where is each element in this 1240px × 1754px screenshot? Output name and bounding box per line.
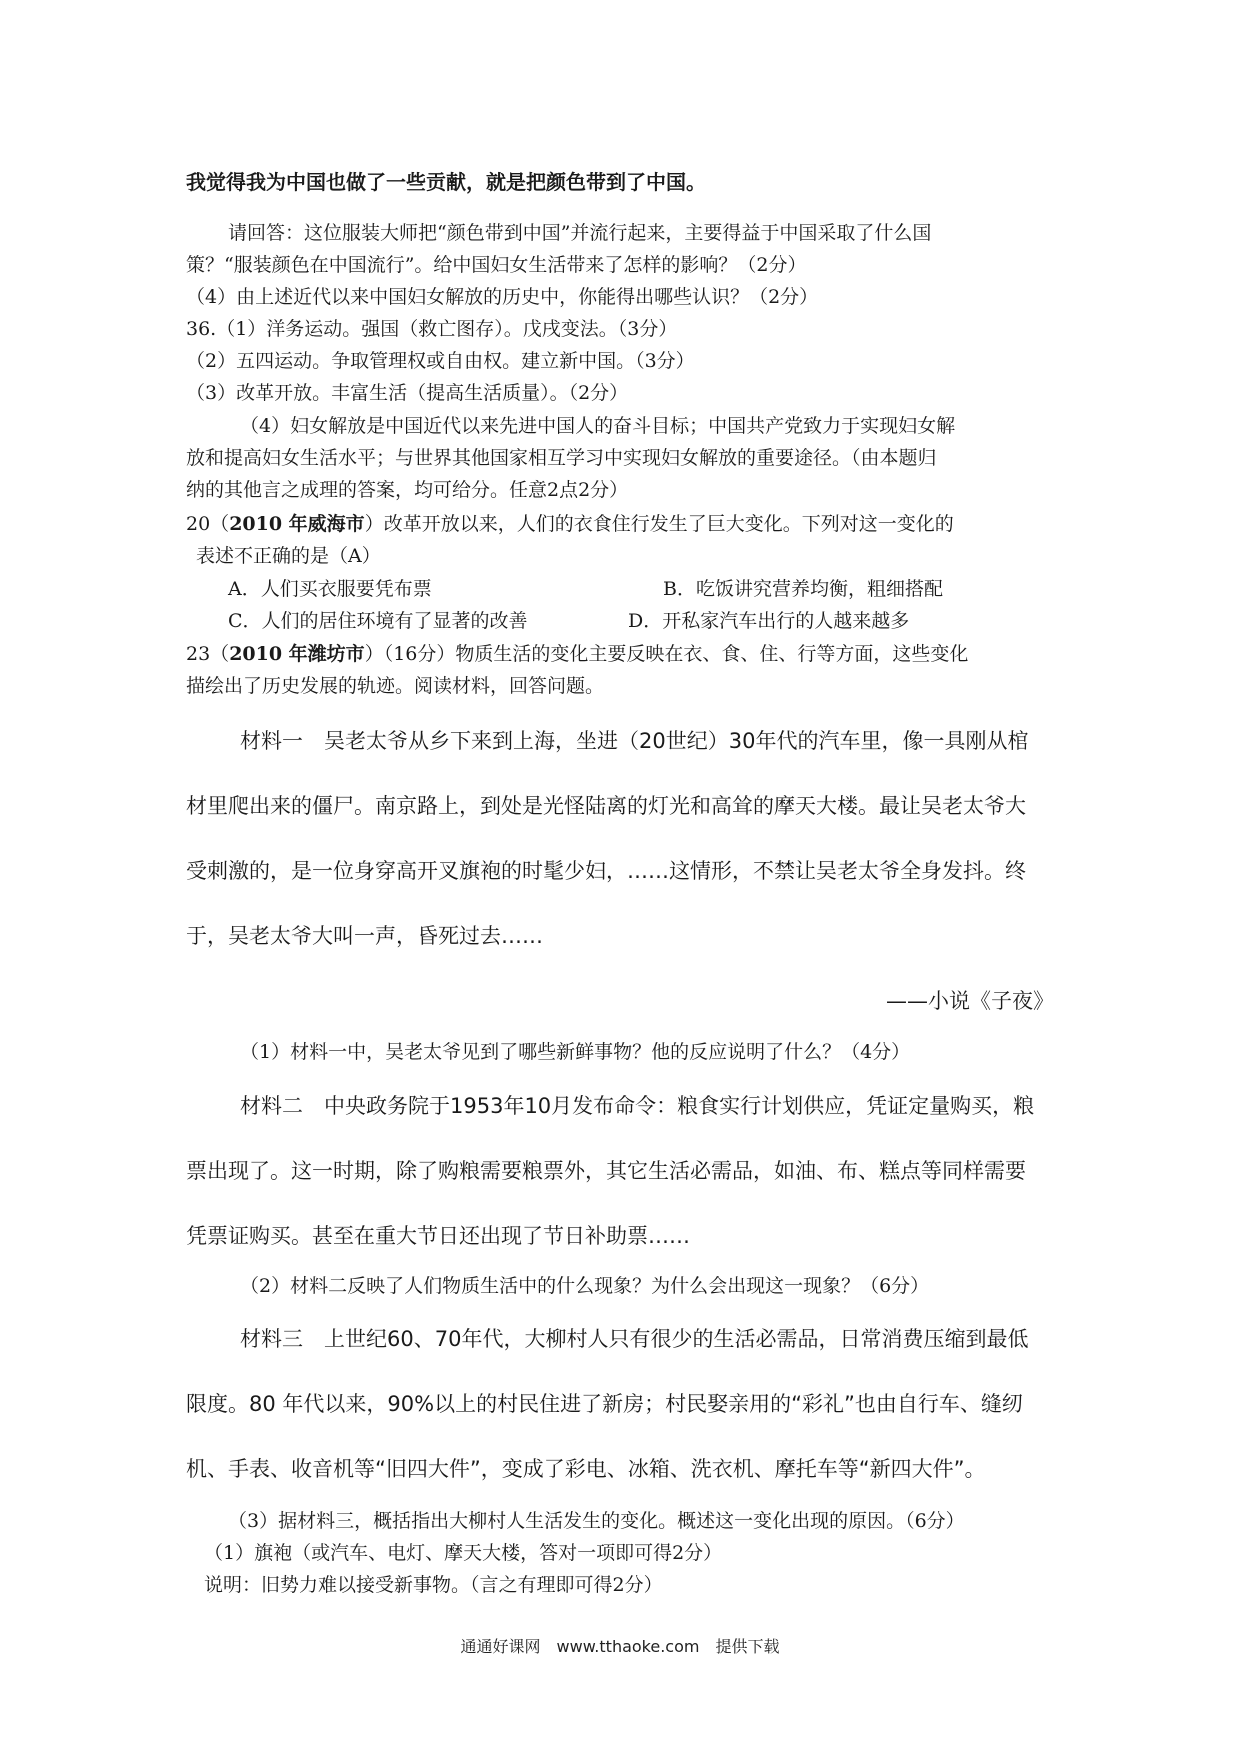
option-a: A．人们买衣服要凭布票 <box>228 578 432 600</box>
question-23-source: 2010 年潍坊市 <box>229 643 365 665</box>
text-line-1: 我觉得我为中国也做了一些贡献，就是把颜色带到了中国。 <box>186 170 706 194</box>
answer-36-4-line2: 放和提高妇女生活水平；与世界其他国家相互学习中实现妇女解放的重要途径。（由本题归 <box>186 447 937 469</box>
material-1-line1: 材料一 吴老太爷从乡下来到上海，坐进（20世纪）30年代的汽车里，像一具刚从棺 <box>240 729 1029 753</box>
material-3-line2: 限度。80 年代以来，90%以上的村民住进了新房；村民娶亲用的“彩礼”也由自行车、缝纫 <box>186 1392 1023 1416</box>
material-2-line2: 票出现了。这一时期，除了购粮需要粮票外，其它生活必需品，如油、布、糕点等同样需要 <box>186 1159 1026 1183</box>
question-23-1: （1）材料一中，吴老太爷见到了哪些新鲜事物？他的反应说明了什么？（4分） <box>240 1041 911 1063</box>
material-1-source: ——小说《子夜》 <box>886 989 1054 1013</box>
question-20-number: 20（ <box>186 513 230 535</box>
material-1-line4: 于，吴老太爷大叫一声，昏死过去…… <box>186 924 543 948</box>
material-1-line3: 受刺激的，是一位身穿高开叉旗袍的时髦少妇，……这情形，不禁让吴老太爷全身发抖。终 <box>186 859 1026 883</box>
material-2-line1: 材料二 中央政务院于1953年10月发布命令：粮食实行计划供应，凭证定量购买，粮 <box>240 1094 1035 1118</box>
material-3-line1: 材料三 上世纪60、70年代，大柳村人只有很少的生活必需品，日常消费压缩到最低 <box>240 1327 1029 1351</box>
material-1-line2: 材里爬出来的僵尸。南京路上，到处是光怪陆离的灯光和高耸的摩天大楼。最让吴老太爷大 <box>186 794 1026 818</box>
answer-36-2: （2）五四运动。争取管理权或自由权。建立新中国。（3分） <box>186 350 695 372</box>
option-b: B．吃饭讲究营养均衡，粗细搭配 <box>663 578 943 600</box>
answer-36-4-line1: （4）妇女解放是中国近代以来先进中国人的奋斗目标；中国共产党致力于实现妇女解 <box>240 415 956 437</box>
answer-23-note: 说明：旧势力难以接受新事物。（言之有理即可得2分） <box>204 1574 663 1596</box>
question-20-text: ）改革开放以来，人们的衣食住行发生了巨大变化。下列对这一变化的 <box>364 513 954 535</box>
option-d: D．开私家汽车出行的人越来越多 <box>628 610 910 632</box>
material-3-line3: 机、手表、收音机等“旧四大件”，变成了彩电、冰箱、洗衣机、摩托车等“新四大件”。 <box>186 1457 986 1481</box>
question-23-stem-cont: 描绘出了历史发展的轨迹。阅读材料，回答问题。 <box>186 675 605 697</box>
answer-36-1: 36.（1）洋务运动。强国（救亡图存）。戊戌变法。（3分） <box>186 318 678 340</box>
answer-36-4-line3: 纳的其他言之成理的答案，均可给分。任意2点2分） <box>186 479 629 501</box>
question-20-stem-cont: 表述不正确的是（A） <box>196 545 381 567</box>
question-23-stem <box>186 642 1066 666</box>
question-23-text: ）（16分）物质生活的变化主要反映在衣、食、住、行等方面，这些变化 <box>364 643 969 665</box>
material-2-line3: 凭票证购买。甚至在重大节日还出现了节日补助票…… <box>186 1224 690 1248</box>
question-23-2: （2）材料二反映了人们物质生活中的什么现象？为什么会出现这一现象？（6分） <box>240 1275 930 1297</box>
answer-23-1: （1）旗袍（或汽车、电灯、摩天大楼，答对一项即可得2分） <box>204 1542 723 1564</box>
question-23-number: 23（ <box>186 643 230 665</box>
text-line-3: 策？“服装颜色在中国流行”。给中国妇女生活带来了怎样的影响？（2分） <box>186 254 807 276</box>
text-line-2: 请回答：这位服装大师把“颜色带到中国”并流行起来，主要得益于中国采取了什么国 <box>228 222 932 244</box>
question-20-stem <box>186 512 1066 536</box>
question-20-source: 2010 年威海市 <box>229 513 365 535</box>
question-23-3: （3）据材料三，概括指出大柳村人生活发生的变化。概述这一变化出现的原因。（6分） <box>228 1510 965 1532</box>
page-footer: 通通好课网 www.tthaoke.com 提供下载 <box>460 1637 780 1656</box>
text-line-4: （4）由上述近代以来中国妇女解放的历史中，你能得出哪些认识？（2分） <box>186 286 819 308</box>
option-c: C．人们的居住环境有了显著的改善 <box>228 610 528 632</box>
answer-36-3: （3）改革开放。丰富生活（提高生活质量）。（2分） <box>186 382 629 404</box>
